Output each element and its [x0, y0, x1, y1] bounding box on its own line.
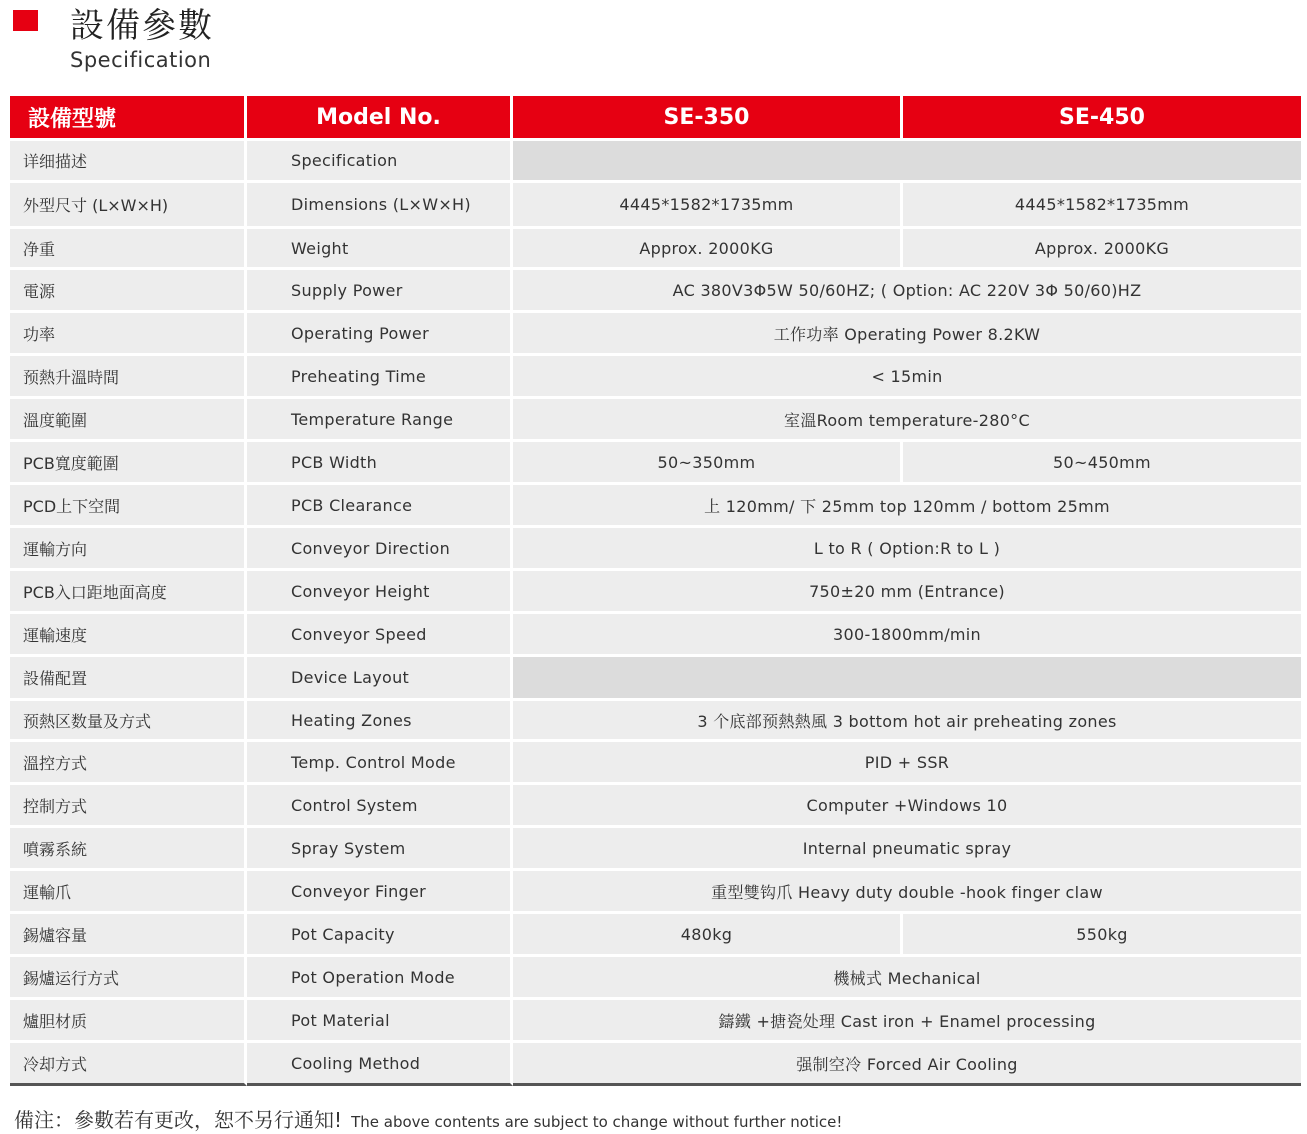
row-label-en: PCB Clearance: [247, 485, 513, 528]
table-row: [10, 871, 1301, 914]
table-row: [10, 571, 1301, 614]
table-row: [10, 785, 1301, 828]
row-label-cn: 冷却方式: [10, 1043, 247, 1086]
row-value: AC 380V3Φ5W 50/60HZ; ( Option: AC 220V 3Φ 50/60)HZ: [513, 270, 1301, 313]
row-label-cn: 控制方式: [10, 785, 247, 828]
table-row: [10, 657, 1301, 701]
row-label-cn: 净重: [10, 229, 247, 270]
table-row: [10, 141, 1301, 183]
table-row: [10, 485, 1301, 528]
row-label-cn: 設備配置: [10, 657, 247, 701]
footer-note-cn: 備注：參數若有更改，恕不另行通知!: [14, 1108, 343, 1132]
row-label-en: Supply Power: [247, 270, 513, 313]
title-accent-square: [13, 10, 38, 31]
row-label-cn: 運輸速度: [10, 614, 247, 657]
row-label-en: Preheating Time: [247, 356, 513, 399]
row-value-se450: Approx. 2000KG: [903, 229, 1301, 270]
row-label-en: Conveyor Finger: [247, 871, 513, 914]
row-label-en: Temperature Range: [247, 399, 513, 442]
row-label-en: Spray System: [247, 828, 513, 871]
row-label-en: Conveyor Direction: [247, 528, 513, 571]
row-label-cn: 錫爐容量: [10, 914, 247, 957]
row-value: 機械式 Mechanical: [513, 957, 1301, 1000]
table-row: [10, 614, 1301, 657]
row-value: < 15min: [513, 356, 1301, 399]
row-value-se450: 550kg: [903, 914, 1301, 957]
row-label-en: Control System: [247, 785, 513, 828]
row-label-en: Device Layout: [247, 657, 513, 701]
spec-table: [10, 96, 1301, 1086]
row-label-cn: 爐胆材质: [10, 1000, 247, 1043]
header-model-en: Model No.: [247, 96, 513, 141]
row-label-cn: 錫爐运行方式: [10, 957, 247, 1000]
row-label-cn: 预熱升溫時間: [10, 356, 247, 399]
row-label-en: Conveyor Speed: [247, 614, 513, 657]
row-value: 鑄鐵 +搪瓷处理 Cast iron + Enamel processing: [513, 1000, 1301, 1043]
row-value: 750±20 mm (Entrance): [513, 571, 1301, 614]
header-model-cn: 設備型號: [10, 96, 247, 141]
table-row: [10, 313, 1301, 356]
header-model-se450: SE-450: [903, 96, 1301, 141]
footer-note-en: The above contents are subject to change without further notice!: [351, 1113, 843, 1131]
row-value: 工作功率 Operating Power 8.2KW: [513, 313, 1301, 356]
table-row: [10, 356, 1301, 399]
row-label-en: PCB Width: [247, 442, 513, 485]
table-row: [10, 1000, 1301, 1043]
row-label-en: Operating Power: [247, 313, 513, 356]
row-label-en: Conveyor Height: [247, 571, 513, 614]
row-label-cn: PCD上下空間: [10, 485, 247, 528]
header-model-se350: SE-350: [513, 96, 903, 141]
row-label-en: Heating Zones: [247, 701, 513, 742]
section-value-blank: [513, 141, 1301, 183]
row-value-se350: 480kg: [513, 914, 903, 957]
row-label-cn: 预熱区数量及方式: [10, 701, 247, 742]
table-row: [10, 442, 1301, 485]
row-label-en: Pot Material: [247, 1000, 513, 1043]
table-row: [10, 828, 1301, 871]
row-label-cn: 噴霧系統: [10, 828, 247, 871]
table-row: [10, 270, 1301, 313]
row-label-cn: 外型尺寸 (L×W×H): [10, 183, 247, 229]
row-value: 重型雙钩爪 Heavy duty double -hook finger claw: [513, 871, 1301, 914]
table-row: [10, 528, 1301, 571]
row-label-cn: 溫度範圍: [10, 399, 247, 442]
row-value-se350: 50~350mm: [513, 442, 903, 485]
row-value: 强制空冷 Forced Air Cooling: [513, 1043, 1301, 1086]
row-label-cn: 運輸爪: [10, 871, 247, 914]
row-value-se450: 4445*1582*1735mm: [903, 183, 1301, 229]
footer-note: [14, 1104, 842, 1133]
row-label-en: Temp. Control Mode: [247, 742, 513, 785]
row-value-se350: Approx. 2000KG: [513, 229, 903, 270]
table-row: [10, 957, 1301, 1000]
spec-table-body: [10, 141, 1301, 1086]
table-row: [10, 701, 1301, 742]
page-title: 設備參數: [70, 6, 214, 46]
section-value-blank: [513, 657, 1301, 701]
table-row: [10, 1043, 1301, 1086]
row-value: 室溫Room temperature-280°C: [513, 399, 1301, 442]
row-label-en: Weight: [247, 229, 513, 270]
row-value: L to R ( Option:R to L ): [513, 528, 1301, 571]
table-row: [10, 742, 1301, 785]
table-row: [10, 399, 1301, 442]
row-value: 上 120mm/ 下 25mm top 120mm / bottom 25mm: [513, 485, 1301, 528]
row-label-cn: 溫控方式: [10, 742, 247, 785]
page-subtitle: Specification: [70, 48, 212, 72]
row-label-cn: 功率: [10, 313, 247, 356]
row-label-cn: 運輸方向: [10, 528, 247, 571]
row-value: PID + SSR: [513, 742, 1301, 785]
row-label-cn: PCB入口距地面高度: [10, 571, 247, 614]
row-label-cn: 详细描述: [10, 141, 247, 183]
row-label-cn: 電源: [10, 270, 247, 313]
row-label-en: Specification: [247, 141, 513, 183]
row-value: Computer +Windows 10: [513, 785, 1301, 828]
row-label-en: Dimensions (L×W×H): [247, 183, 513, 229]
row-label-en: Cooling Method: [247, 1043, 513, 1086]
row-label-en: Pot Operation Mode: [247, 957, 513, 1000]
row-value-se350: 4445*1582*1735mm: [513, 183, 903, 229]
row-label-en: Pot Capacity: [247, 914, 513, 957]
spec-table-header: [10, 96, 1301, 141]
row-value: 3 个底部预熱熱風 3 bottom hot air preheating zones: [513, 701, 1301, 742]
row-value: Internal pneumatic spray: [513, 828, 1301, 871]
table-row: [10, 914, 1301, 957]
row-value: 300-1800mm/min: [513, 614, 1301, 657]
row-value-se450: 50~450mm: [903, 442, 1301, 485]
table-row: [10, 229, 1301, 270]
row-label-cn: PCB寬度範圍: [10, 442, 247, 485]
table-row: [10, 183, 1301, 229]
